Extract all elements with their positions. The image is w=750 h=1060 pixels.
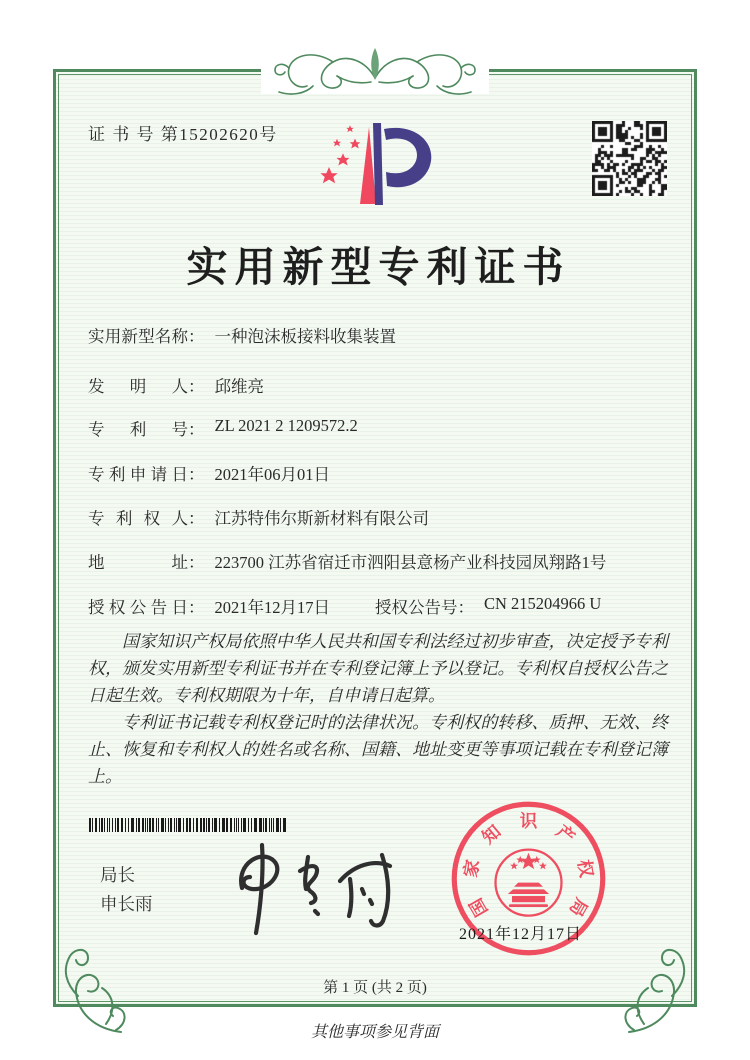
cnipa-logo-icon: [316, 114, 446, 214]
field-row-grant-date: 授权公告日 ： 2021年12月17日: [88, 594, 330, 618]
field-label: 专利号: [88, 420, 188, 439]
seal-date: 2021年12月17日: [459, 926, 583, 943]
field-row-inventor: 发明人 ： 邱维亮: [88, 373, 264, 397]
field-row-filing-date: 专利申请日 ： 2021年06月01日: [88, 461, 330, 485]
field-value: 223700 江苏省宿迁市泗阳县意杨产业科技园凤翔路1号: [214, 553, 607, 572]
page-number: 第 1 页 (共 2 页): [323, 980, 427, 996]
field-row-patent-no: 专利号 ： ZL 2021 2 1209572.2: [88, 416, 358, 439]
field-value: 江苏特伟尔斯新材料有限公司: [214, 509, 429, 528]
legal-paragraph-2: 专利证书记载专利权登记时的法律状况。专利权的转移、质押、无效、终止、恢复和专利权人的姓名或名称、国籍、地址变更等事项记载在专利登记簿上。: [88, 713, 668, 786]
field-row-address: 地址 ： 223700 江苏省宿迁市泗阳县意杨产业科技园凤翔路1号: [88, 549, 606, 573]
legal-paragraph-1: 国家知识产权局依照中华人民共和国专利法经过初步审查，决定授予专利权，颁发实用新型专利证书并在专利登记簿上予以登记。专利权自授权公告之日起生效。专利权期限为十年，自申请日起算。: [88, 632, 668, 705]
field-row-name: 实用新型名称 ： 一种泡沫板接料收集装置: [88, 323, 396, 347]
back-side-note: 其他事项参见背面: [310, 1024, 439, 1041]
field-label: 专利权人: [88, 509, 188, 528]
signature-icon: [212, 833, 412, 938]
field-label: 专利申请日: [88, 465, 188, 484]
certificate-title: 实用新型专利证书: [186, 244, 571, 290]
svg-text:权: 权: [574, 858, 597, 879]
svg-text:识: 识: [519, 810, 538, 831]
svg-text:家: 家: [460, 858, 483, 879]
field-value: 一种泡沫板接料收集装置: [214, 327, 396, 346]
svg-text:产: 产: [552, 820, 579, 848]
field-value: CN 215204966 U: [484, 594, 602, 613]
svg-text:局: 局: [565, 894, 592, 920]
field-value: 2021年12月17日: [214, 598, 330, 617]
legal-text: [88, 628, 668, 790]
signer-title: 局长: [100, 865, 135, 885]
field-label: 授权公告号: [375, 598, 458, 617]
field-value: 邱维亮: [214, 377, 264, 396]
top-scroll-ornament-icon: [253, 42, 497, 100]
field-label: 实用新型名称: [88, 327, 188, 346]
national-emblem-icon: [496, 850, 562, 916]
barcode-icon: [89, 818, 289, 832]
field-label: 授权公告日: [88, 598, 188, 617]
field-label: 发明人: [88, 377, 188, 396]
qr-code-icon: [592, 121, 667, 196]
field-row-grant-no: 授权公告号 ： CN 215204966 U: [375, 594, 602, 617]
signer-name: 申长雨: [100, 894, 153, 914]
certificate-number: 证 书 号 第15202620号: [88, 125, 278, 144]
field-label: 地址: [88, 553, 188, 572]
field-value: ZL 2021 2 1209572.2: [214, 416, 358, 435]
field-value: 2021年06月01日: [214, 465, 330, 484]
svg-text:知: 知: [478, 820, 505, 848]
field-row-patentee: 专利权人 ： 江苏特伟尔斯新材料有限公司: [88, 505, 429, 529]
svg-text:国: 国: [465, 894, 492, 920]
signer-block: [100, 861, 153, 919]
